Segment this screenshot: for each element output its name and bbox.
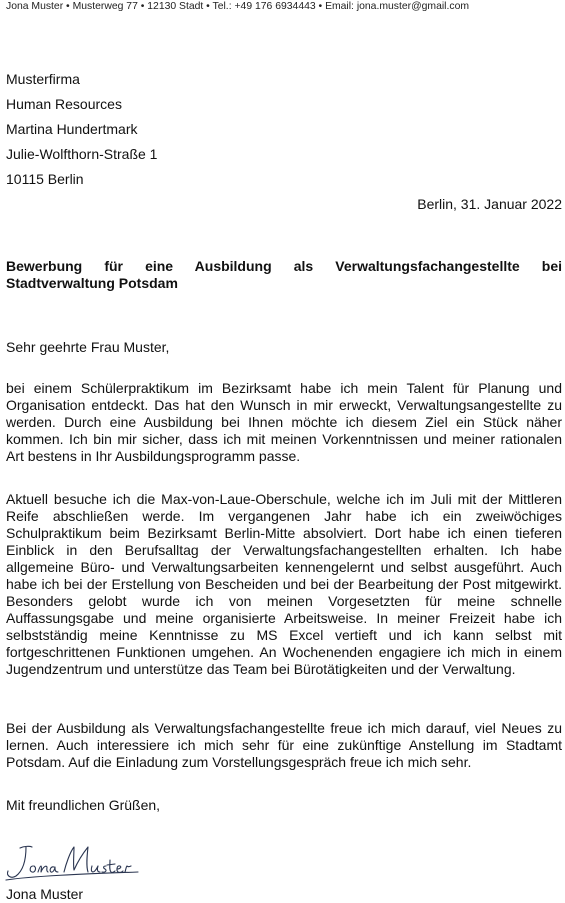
body-paragraph-1: bei einem Schülerpraktikum im Bezirksamt habe ich mein Talent für Planung und Organisation entdeckt. Das hat den Wunsch in mir erweckt, Verwaltungsangestellte zu werden. Durch eine Ausbildung bei Ihnen möchte ich diesem Ziel ein Stück näher kommen. Ich bin mir sicher, dass ich mit meinen Vorkenntnissen und meiner rationalen Art bestens in Ihr Ausbildungsprogramm passe. bbox=[6, 380, 562, 464]
handwritten-signature bbox=[2, 836, 142, 884]
body-paragraph-2: Aktuell besuche ich die Max-von-Laue-Oberschule, welche ich im Juli mit der Mittleren Reife abschließen werde. Im vergangenen Jahr habe ich ein zweiwöchiges Schulpraktikum beim Bezirksamt Berlin-Mitte absolviert. Dort habe ich einen tieferen Einblick in den Berufsalltag der Verwaltungsfachangestellten erhalten. Ich habe allgemeine Büro- und Verwaltungsarbeiten kennengelernt und selbst ausgeführt. Auch habe ich bei der Erstellung von Bescheiden und bei der Bearbeitung der Post mitgewirkt. Besonders gelobt wurde ich von meinen Vorgesetzten für meine schnelle Auffassungsgabe und meine organisierte Arbeitsweise. In meiner Freizeit habe ich selbstständig meine Kenntnisse zu MS Excel vertieft und ich kann selbst mit fortgeschrittenen Funktionen umgehen. An Wochenenden engagiere ich mich in einem Jugendzentrum und unterstütze das Team bei Bürotätigkeiten und der Verwaltung. bbox=[6, 491, 562, 677]
recipient-city: 10115 Berlin bbox=[6, 171, 84, 187]
letter-date: Berlin, 31. Januar 2022 bbox=[417, 196, 562, 212]
recipient-street: Julie-Wolfthorn-Straße 1 bbox=[6, 146, 158, 162]
salutation: Sehr geehrte Frau Muster, bbox=[6, 339, 170, 355]
body-paragraph-3: Bei der Ausbildung als Verwaltungsfachangestellte freue ich mich darauf, viel Neues zu lernen. Auch interessiere ich mich sehr für eine zukünftige Anstellung im Stadtamt Potsdam. Auf die Einladung zum Vorstellungsgespräch freue ich mich sehr. bbox=[6, 720, 562, 770]
sender-address-line: Jona Muster • Musterweg 77 • 12130 Stadt • Tel.: +49 176 6934443 • Email: jona.muster@gmail.com bbox=[6, 1, 470, 12]
closing-phrase: Mit freundlichen Grüßen, bbox=[6, 797, 161, 813]
printed-signer-name: Jona Muster bbox=[6, 886, 84, 902]
recipient-contact: Martina Hundertmark bbox=[6, 121, 138, 137]
recipient-department: Human Resources bbox=[6, 96, 122, 112]
recipient-company: Musterfirma bbox=[6, 71, 80, 87]
recipient-address-block bbox=[6, 67, 406, 192]
letter-subject: Bewerbung für eine Ausbildung als Verwaltungsfachangestellte bei Stadtverwaltung Potsdam bbox=[6, 258, 562, 291]
